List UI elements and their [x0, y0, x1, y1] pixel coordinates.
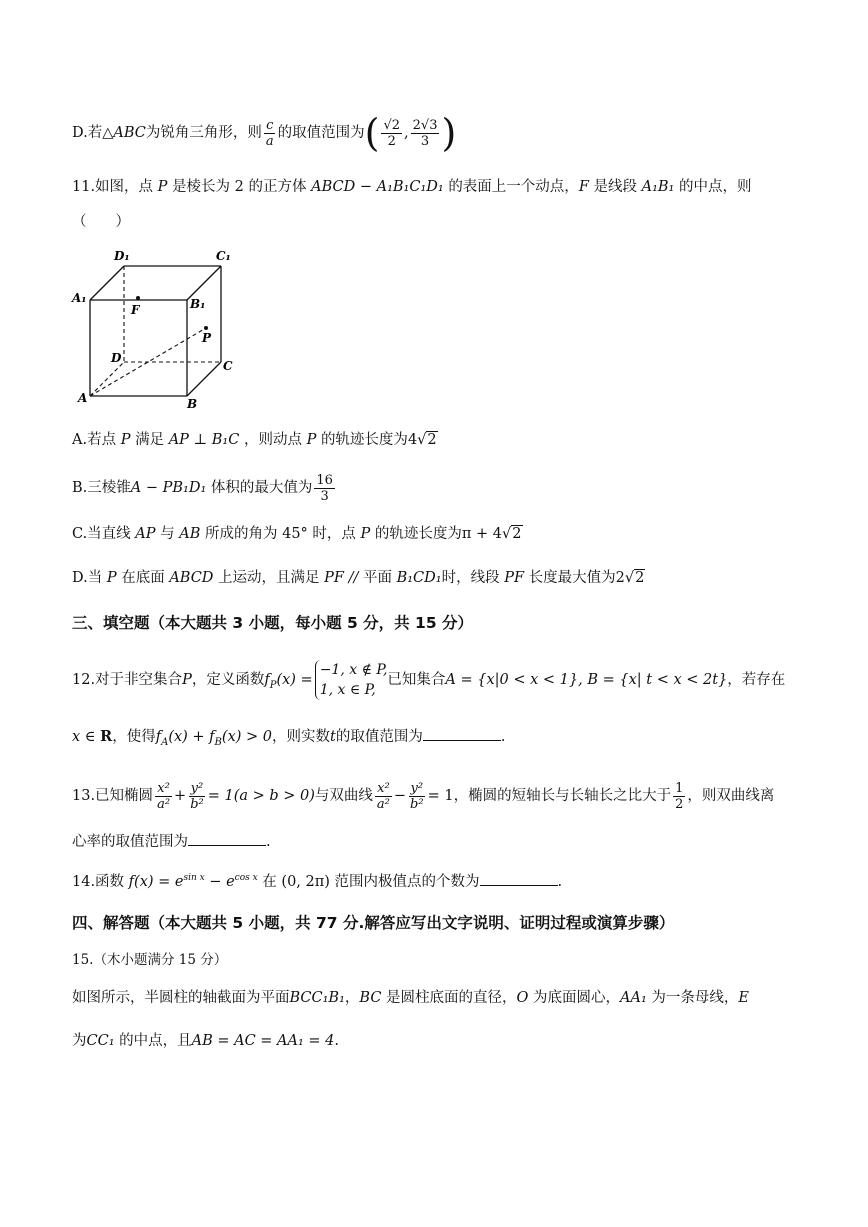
text: 满足 [135, 432, 165, 448]
math: P [306, 432, 317, 448]
fraction [673, 781, 685, 812]
text: ，定义函数 [191, 672, 265, 688]
frac-den: b² [410, 796, 424, 812]
text: . [500, 729, 506, 745]
q11-answer-paren [72, 212, 828, 232]
text: 12.对于非空集合 [72, 672, 183, 688]
subscript: P [269, 679, 277, 691]
text: ，使得 [112, 729, 156, 745]
fraction [381, 118, 402, 149]
text: 的中点，且 [119, 1033, 192, 1049]
math: f [209, 729, 215, 745]
text: ，则双曲线离 [687, 788, 775, 804]
text: D.若 [72, 125, 103, 141]
math: P [106, 570, 117, 586]
sqrt-sign: √ [417, 432, 427, 448]
math: AP ⊥ B₁C [168, 432, 240, 448]
text: 在 [262, 873, 277, 890]
sqrt-radicand: 2 [512, 526, 522, 542]
math: 45° [282, 526, 308, 542]
frac-den: 2 [675, 796, 684, 812]
math: f(x) = e [128, 873, 184, 890]
section-3-heading: 三、填空题（本大题共 3 小题，每小题 5 分，共 15 分） [72, 614, 474, 632]
label-a1: A₁ [72, 291, 87, 305]
math: AA₁ [620, 990, 647, 1006]
point-f [136, 296, 140, 300]
math: t [330, 729, 336, 745]
superscript: cos x [234, 873, 258, 883]
text: 时，点 [312, 526, 356, 542]
label-d1: D₁ [114, 249, 130, 263]
frac-num: 2√3 [412, 117, 438, 133]
math: BCC₁B₁ [289, 990, 345, 1006]
case: −1, x ∉ P, [319, 662, 388, 678]
fraction [411, 118, 440, 149]
text: 的轨迹长度为 [374, 526, 462, 542]
answer-blank [423, 726, 501, 741]
math: PF // [324, 570, 363, 586]
text: 14.函数 [72, 873, 125, 890]
math: − [393, 788, 407, 804]
math: A₁B₁ [641, 179, 675, 195]
math: + [174, 788, 187, 804]
math: π + 4 [461, 526, 503, 542]
fraction [264, 118, 276, 149]
frac-den: 3 [420, 133, 430, 149]
text: . [266, 834, 271, 850]
answer-blank [480, 871, 558, 886]
q11-option-b [72, 468, 828, 508]
text: 为 [72, 1033, 87, 1049]
frac-den: a² [376, 796, 390, 812]
text: 上运动，且满足 [218, 570, 320, 586]
label-p: P [202, 331, 212, 345]
subscript: B [214, 736, 222, 748]
text: 是线段 [593, 179, 637, 195]
frac-den: 3 [320, 488, 329, 504]
q15-header: 15.（木小题满分 15 分） [72, 952, 228, 968]
text: 已知集合 [387, 672, 446, 688]
q11-option-a [72, 430, 828, 450]
text: D.当 [72, 570, 103, 586]
case: 1, x ∈ P, [319, 682, 376, 698]
text: 心率的取值范围为 [72, 834, 188, 850]
sqrt-sign: √ [624, 570, 635, 586]
math: △ABC [102, 125, 146, 141]
frac-num: y² [410, 780, 424, 796]
math: O [516, 990, 529, 1006]
text: 为一条母线， [651, 990, 739, 1006]
q11-option-c [72, 524, 828, 544]
comma: , [404, 125, 409, 141]
text: C.当直线 [72, 526, 131, 542]
text: 长度最大值为 [528, 570, 616, 586]
q12-condition [72, 726, 828, 753]
q11-stem [72, 177, 828, 197]
math: = 1 [427, 788, 454, 804]
fraction [375, 781, 392, 812]
answer-blank [188, 831, 266, 846]
math: R [100, 728, 113, 745]
text: 是圆柱底面的直径， [386, 990, 517, 1006]
text: 如图所示，半圆柱的轴截面为平面 [72, 990, 290, 1006]
q12-stem [72, 656, 828, 704]
text: 所成的角为 [205, 526, 278, 542]
text: 为底面圆心， [533, 990, 621, 1006]
text: 的取值范围为 [277, 125, 365, 141]
frac-den: b² [190, 796, 204, 812]
math: B₁CD₁ [396, 570, 442, 586]
q13-stem [72, 776, 828, 816]
q14-stem [72, 868, 828, 892]
subscript: A [161, 736, 169, 748]
frac-num: c [266, 117, 274, 133]
text: ， [344, 990, 360, 1006]
piecewise [315, 660, 388, 700]
text: ，椭圆的短轴长与长轴长之比大于 [453, 788, 672, 804]
frac-num: y² [190, 780, 204, 796]
sqrt-radicand: 2 [427, 432, 437, 448]
fraction [408, 781, 426, 812]
text: ，则实数 [272, 729, 330, 745]
text: . [334, 1033, 340, 1049]
point-p [204, 326, 208, 330]
label-a: A [78, 391, 88, 405]
label-c1: C₁ [216, 249, 231, 263]
frac-den: a² [157, 796, 171, 812]
section-4-heading: 四、解答题（本大题共 5 小题，共 77 分.解答应写出文字说明、证明过程或演算步骤） [72, 914, 675, 932]
left-paren: ( [364, 111, 380, 155]
text: 时，线段 [441, 570, 500, 586]
label-d: D [111, 351, 122, 365]
frac-den: a [265, 133, 274, 149]
text: . [557, 873, 563, 890]
frac-den: 2 [387, 133, 396, 149]
text: 是棱长为 2 的正方体 [172, 179, 307, 195]
math: ABCD [169, 570, 214, 586]
math: (x) > 0 [221, 729, 272, 745]
text: 平面 [362, 570, 392, 586]
math: − e [204, 873, 235, 890]
label-c: C [223, 359, 233, 373]
q11-option-d [72, 568, 828, 588]
frac-num: 16 [316, 472, 333, 488]
text: 范围内极值点的个数为 [334, 873, 480, 890]
math: F [578, 179, 589, 195]
q15-stem-2 [72, 1031, 828, 1051]
math: PF [504, 570, 525, 586]
label-b: B [187, 397, 198, 411]
text: B.三棱锥 [72, 480, 131, 496]
text: 与双曲线 [314, 788, 373, 804]
frac-num: x² [157, 780, 170, 796]
text: ，则动点 [243, 432, 302, 448]
math: P [360, 526, 371, 542]
q10-option-d [72, 110, 828, 156]
math: = 1(a > b > 0) [207, 788, 315, 804]
label-f: F [131, 303, 140, 317]
math: E [738, 990, 750, 1006]
math: P [120, 432, 131, 448]
fraction [314, 473, 335, 504]
text: A.若点 [72, 432, 117, 448]
cube-figure [70, 242, 240, 412]
math: (x) + [168, 729, 210, 745]
math: BC [359, 990, 382, 1006]
text: 的表面上一个动点， [448, 179, 579, 195]
sqrt-sign: √ [502, 526, 512, 542]
text: 为锐角三角形，则 [145, 125, 262, 141]
math: AP [135, 526, 156, 542]
text: 体积的最大值为 [210, 480, 313, 496]
text: 与 [160, 526, 175, 542]
text: 的中点，则 [678, 179, 752, 195]
math: x ∈ [72, 729, 101, 745]
math: A = {x|0 < x < 1}, B = {x| t < x < 2t} [445, 672, 728, 688]
math: A − PB₁D₁ [130, 480, 207, 496]
math: 2 [615, 570, 625, 586]
text: 在底面 [121, 570, 165, 586]
superscript: sin x [183, 873, 205, 883]
label-b1: B₁ [190, 297, 206, 311]
math: (0, 2π) [281, 873, 330, 890]
frac-num: 1 [675, 780, 684, 796]
text: 11.如图，点 [72, 179, 154, 195]
math: AB [179, 526, 201, 542]
text: 的取值范围为 [335, 729, 423, 745]
math: P [182, 672, 192, 688]
q15-stem-1 [72, 988, 828, 1008]
math: P [157, 179, 168, 195]
math: 4 [407, 432, 418, 448]
text: 的轨迹长度为 [320, 432, 408, 448]
math: f [264, 672, 270, 688]
math: CC₁ [86, 1033, 115, 1049]
fraction [155, 781, 172, 812]
math: f [155, 729, 162, 745]
answer-blank: （ ） [72, 214, 130, 230]
text: ，若存在 [727, 672, 786, 688]
math: ABCD − A₁B₁C₁D₁ [311, 179, 444, 195]
frac-num: √2 [383, 117, 401, 133]
math: AB = AC = AA₁ = 4 [191, 1033, 335, 1049]
q13-continuation [72, 831, 828, 852]
text: 13.已知椭圆 [72, 788, 154, 804]
frac-num: x² [377, 780, 390, 796]
sqrt-radicand: 2 [635, 570, 645, 586]
right-paren: ) [441, 111, 457, 155]
math: (x) = [276, 672, 313, 688]
fraction [188, 781, 206, 812]
